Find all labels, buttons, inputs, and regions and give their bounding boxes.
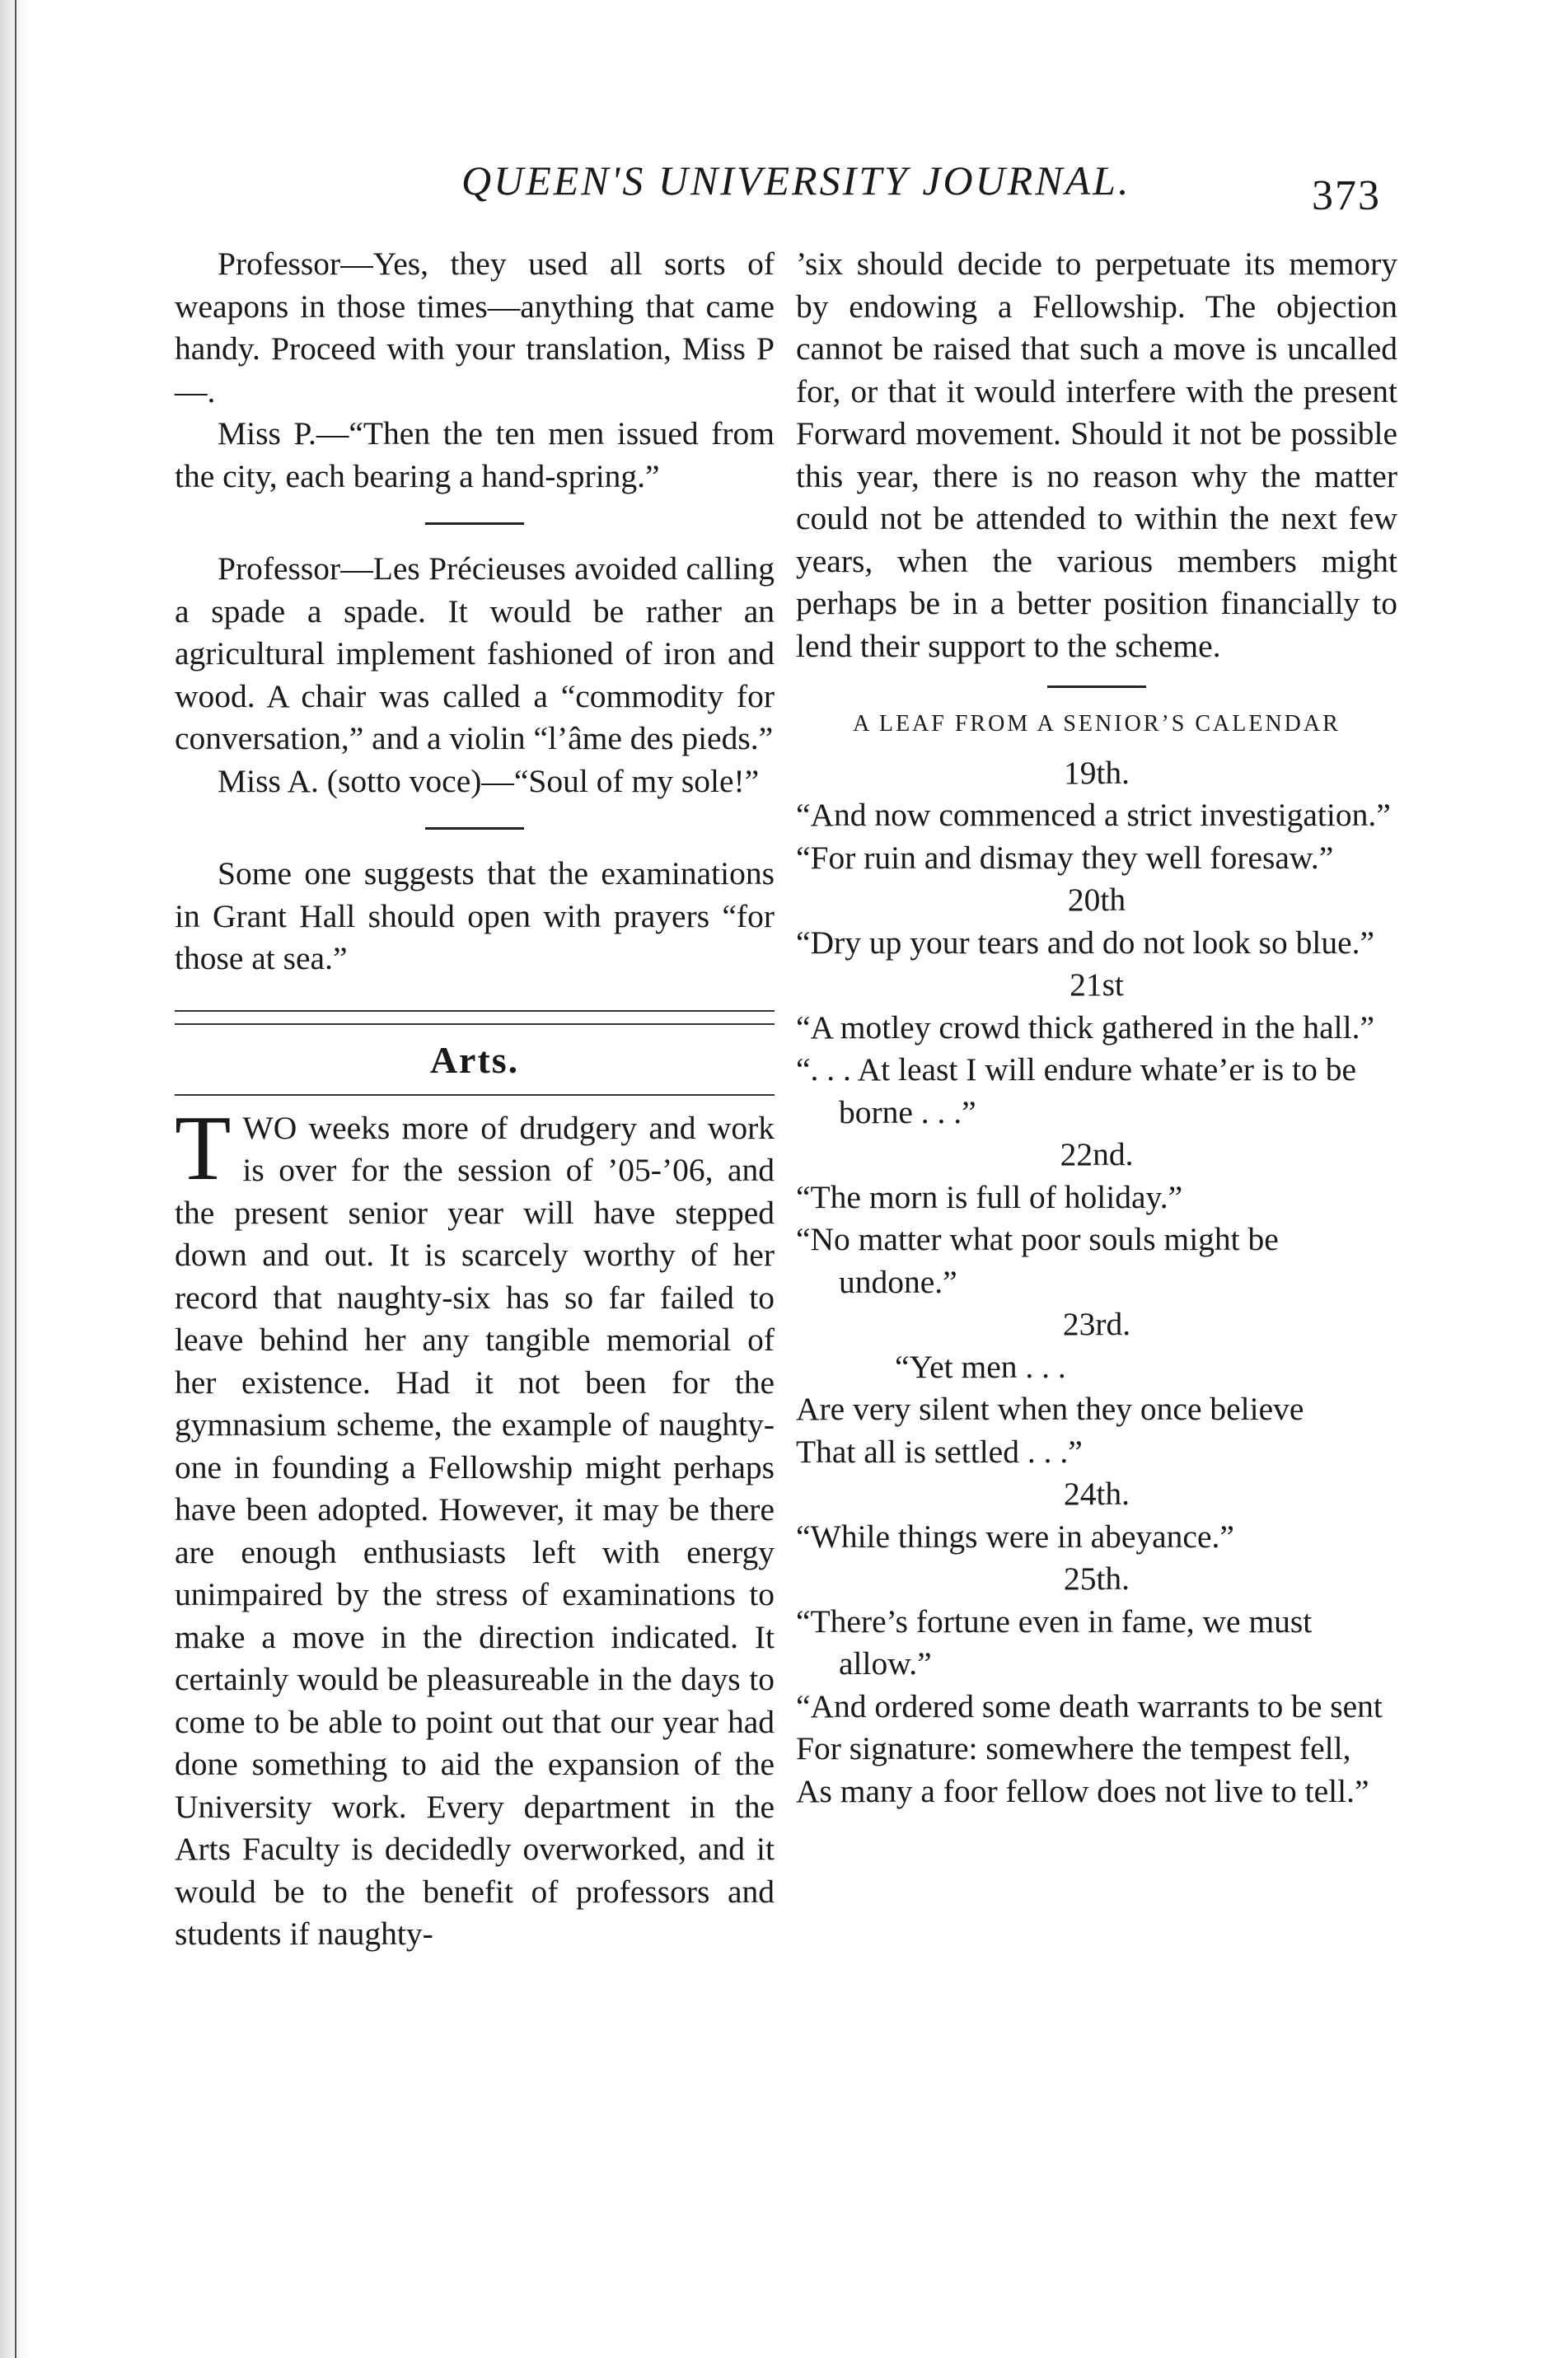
calendar-date: 24th. [1063,1476,1130,1512]
title-rule [175,1094,775,1096]
paragraph: Professor—Les Précieuses avoided calling a spade a spade. It would be rather an agricultural implement fashioned of iron and wood. A chair was called a “commodity for conversation,” and a violin “l’âme des pieds.” [175,550,775,756]
divider-rule [425,522,524,525]
arts-body-text: WO weeks more of drudgery and work is over for the session of ’05-’06, and the present senior year will have stepped down and out. It is scarcely worthy of her record that naughty-six has so far failed to leave behind her any tangible memorial of her existence. Had it not been for the gymnasium scheme, the example of naughty-one in founding a Fellowship might perhaps have been adopted. However, it may be there are enough enthusiasts left with energy unimpaired by the stress of examinations to make a move in the direction indicated. It certainly would be pleasureable in the days to come to be able to point out that our year had done something to aid the expansion of the University work. Every department in the Arts Faculty is decidedly overworked, and it would be to the benefit of professors and students if naughty- [175,1109,775,1952]
page-binding-edge [0,0,49,2358]
calendar-quote: “. . . At least I will endure whate’er is to be borne . . .” [796,1051,1357,1130]
calendar-quote: Are very silent when they once believe [796,1391,1304,1427]
calendar-quote: “And ordered some death warrants to be sent [796,1687,1383,1724]
paragraph: Some one suggests that the examinations in Grant Hall should open with prayers “for those at sea.” [175,855,775,976]
calendar-quote: “There’s fortune even in fame, we must allow.” [796,1602,1313,1682]
paragraph: Professor—Yes, they used all sorts of weapons in those times—anything that came handy. Proceed with your translation, Miss P—. [175,246,775,409]
calendar-quote: “And now commenced a strict investigation.” [796,797,1391,833]
calendar-quote: For signature: somewhere the tempest fell, [796,1730,1351,1766]
arts-paragraph [175,1097,775,1956]
calendar-date: 21st [1070,966,1124,1003]
right-column [796,243,1397,1813]
calendar-quote: “A motley crowd thick gathered in the hall.” [796,1008,1374,1046]
calendar-quote: “No matter what poor souls might be undone.” [796,1221,1279,1300]
calendar-date: 20th [1067,882,1126,918]
calendar-date: 22nd. [1060,1136,1134,1172]
calendar-quote: As many a foor fellow does not live to tell.” [796,1772,1369,1809]
calendar-quote: That all is settled . . .” [796,1433,1083,1470]
binding-rule [15,0,16,2358]
divider-rule [425,827,524,830]
continued-paragraph: ’six should decide to perpetuate its memory by endowing a Fellowship. The objection cannot be raised that such a move is uncalled for, or that it would interfere with the present Forward movement. Should it not be possible this year, there is no reason why the matter could not be attended to within the next few years, when the various members might perhaps be in a better position financially to lend their support to the scheme. [796,246,1397,664]
paragraph: Miss P.—“Then the ten men issued from the city, each bearing a hand-spring.” [175,415,775,494]
running-head: QUEEN'S UNIVERSITY JOURNAL. [461,157,1131,204]
drop-cap: T [175,1097,232,1200]
section-title: Arts. [429,1038,520,1081]
calendar-date: 25th. [1063,1560,1130,1597]
section-separator [175,1010,775,1025]
calendar-quote: “For ruin and dismay they well foresaw.” [796,839,1334,876]
calendar-quote: “While things were in abeyance.” [796,1518,1234,1555]
calendar-date: 23rd. [1062,1306,1131,1342]
calendar-date: 19th. [1063,754,1130,791]
calendar-quote: “Dry up your tears and do not look so blue.” [796,924,1375,961]
calendar-quote: “Yet men . . . [895,1348,1066,1385]
left-column [175,243,775,1956]
paragraph: Miss A. (sotto voce)—“Soul of my sole!” [218,762,760,799]
divider-rule [1047,685,1146,688]
page-number: 373 [1312,172,1381,219]
calendar-heading: A LEAF FROM A SENIOR’S CALENDAR [853,711,1341,737]
calendar-quote: “The morn is full of holiday.” [796,1178,1183,1215]
